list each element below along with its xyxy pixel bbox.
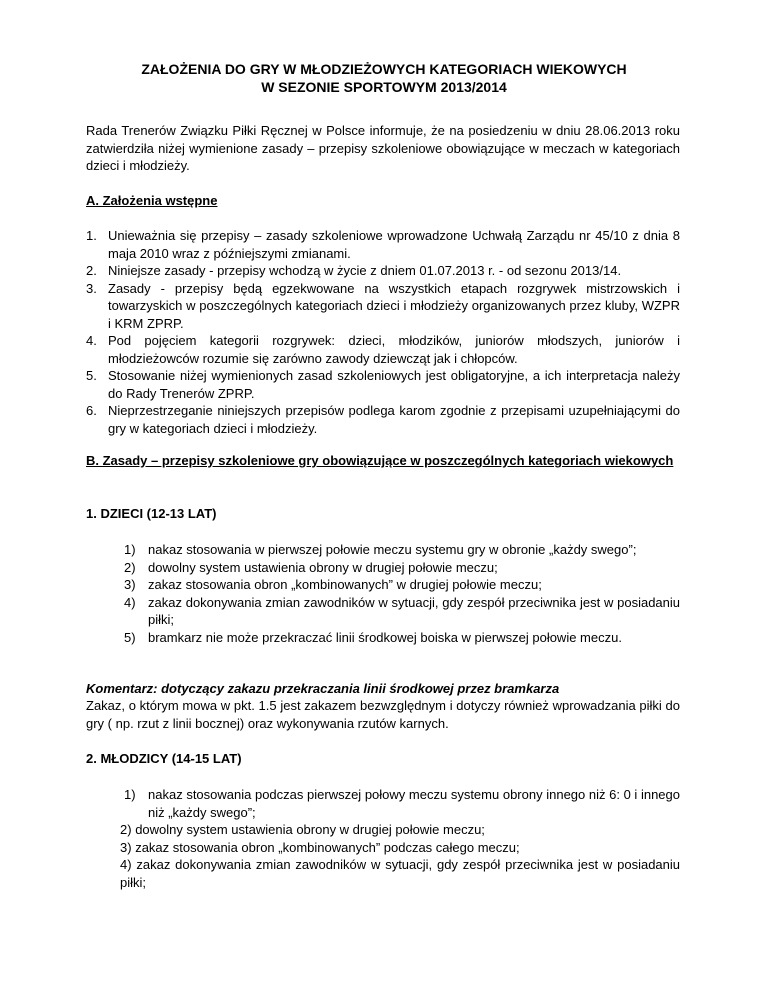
section-a-heading: A. Założenia wstępne <box>86 193 218 208</box>
list-item: 2) dowolny system ustawienia obrony w drugiej połowie meczu; <box>120 822 485 837</box>
list-item: 3. Zasady - przepisy będą egzekwowane na wszystkich etapach rozgrywek mistrzowskich i towarzyskich w poszczególnych kategoriach dzieci i młodzieży organizowanych przez kluby, WZPR i KRM ZPRP. <box>86 280 680 331</box>
list-item: 3) zakaz stosowania obron „kombinowanych” w drugiej połowie meczu; <box>124 577 542 592</box>
section-b-heading: B. Zasady – przepisy szkoleniowe gry obowiązujące w poszczególnych kategoriach wiekowych <box>86 453 674 468</box>
document-title-line-2: W SEZONIE SPORTOWYM 2013/2014 <box>261 79 507 95</box>
intro-paragraph: Rada Trenerów Związku Piłki Ręcznej w Polsce informuje, że na posiedzeniu w dniu 28.06.2013 roku zatwierdziła niżej wymienione zasady – przepisy szkoleniowe obowiązujące w meczach w kategoriach dzieci i młodzieży. <box>86 123 680 173</box>
document-title-line-1: ZAŁOŻENIA DO GRY W MŁODZIEŻOWYCH KATEGORIACH WIEKOWYCH <box>141 61 627 77</box>
comment-title: Komentarz: dotyczący zakazu przekraczania linii środkowej przez bramkarza <box>86 681 560 696</box>
list-item: 1) nakaz stosowania w pierwszej połowie meczu systemu gry w obronie „każdy swego”; <box>124 542 637 557</box>
list-item: 4) zakaz dokonywania zmian zawodników w sytuacji, gdy zespół przeciwnika jest w posiadaniu piłki; <box>124 594 680 627</box>
list-item: 4. Pod pojęciem kategorii rozgrywek: dzieci, młodzików, juniorów młodszych, juniorów i młodzieżowców rozumie się zarówno zawody dziewcząt jak i chłopców. <box>86 333 680 366</box>
list-item: 5) bramkarz nie może przekraczać linii środkowej boiska w pierwszej połowie meczu. <box>124 629 622 645</box>
list-item: 4) zakaz dokonywania zmian zawodników w sytuacji, gdy zespół przeciwnika jest w posiadaniu piłki; <box>120 857 680 890</box>
list-item: 2. Niniejsze zasady - przepisy wchodzą w życie z dniem 01.07.2013 r. - od sezonu 2013/14. <box>86 263 622 278</box>
list-item: 6. Nieprzestrzeganie niniejszych przepisów podlega karom zgodnie z przepisami uzupełniającymi do gry w kategoriach dzieci i młodzieży. <box>86 403 680 436</box>
youth-heading: 2. MŁODZICY (14-15 LAT) <box>86 751 242 766</box>
youth-rules-list <box>120 786 680 891</box>
children-heading: 1. DZIECI (12-13 LAT) <box>86 506 217 521</box>
comment-text: Zakaz, o którym mowa w pkt. 1.5 jest zakazem bezwzględnym i dotyczy również wprowadzania piłki do gry ( np. rzut z linii bocznej) oraz wykonywania rzutów karnych. <box>86 698 680 731</box>
list-item: 2) dowolny system ustawienia obrony w drugiej połowie meczu; <box>124 559 498 575</box>
list-item: 1) nakaz stosowania podczas pierwszej połowy meczu systemu obrony innego niż 6: 0 i innego niż „każdy swego”; <box>124 787 680 820</box>
list-item: 5. Stosowanie niżej wymienionych zasad szkoleniowych jest obligatoryjne, a ich interpretacja należy do Rady Trenerów ZPRP. <box>86 368 680 401</box>
children-rules-list <box>124 541 680 646</box>
list-item: 1. Unieważnia się przepisy – zasady szkoleniowe wprowadzone Uchwałą Zarządu nr 45/10 z dnia 8 maja 2010 wraz z późniejszymi zmianami. <box>86 228 680 261</box>
list-item: 3) zakaz stosowania obron „kombinowanych” podczas całego meczu; <box>120 839 520 855</box>
section-a-list <box>86 227 680 437</box>
